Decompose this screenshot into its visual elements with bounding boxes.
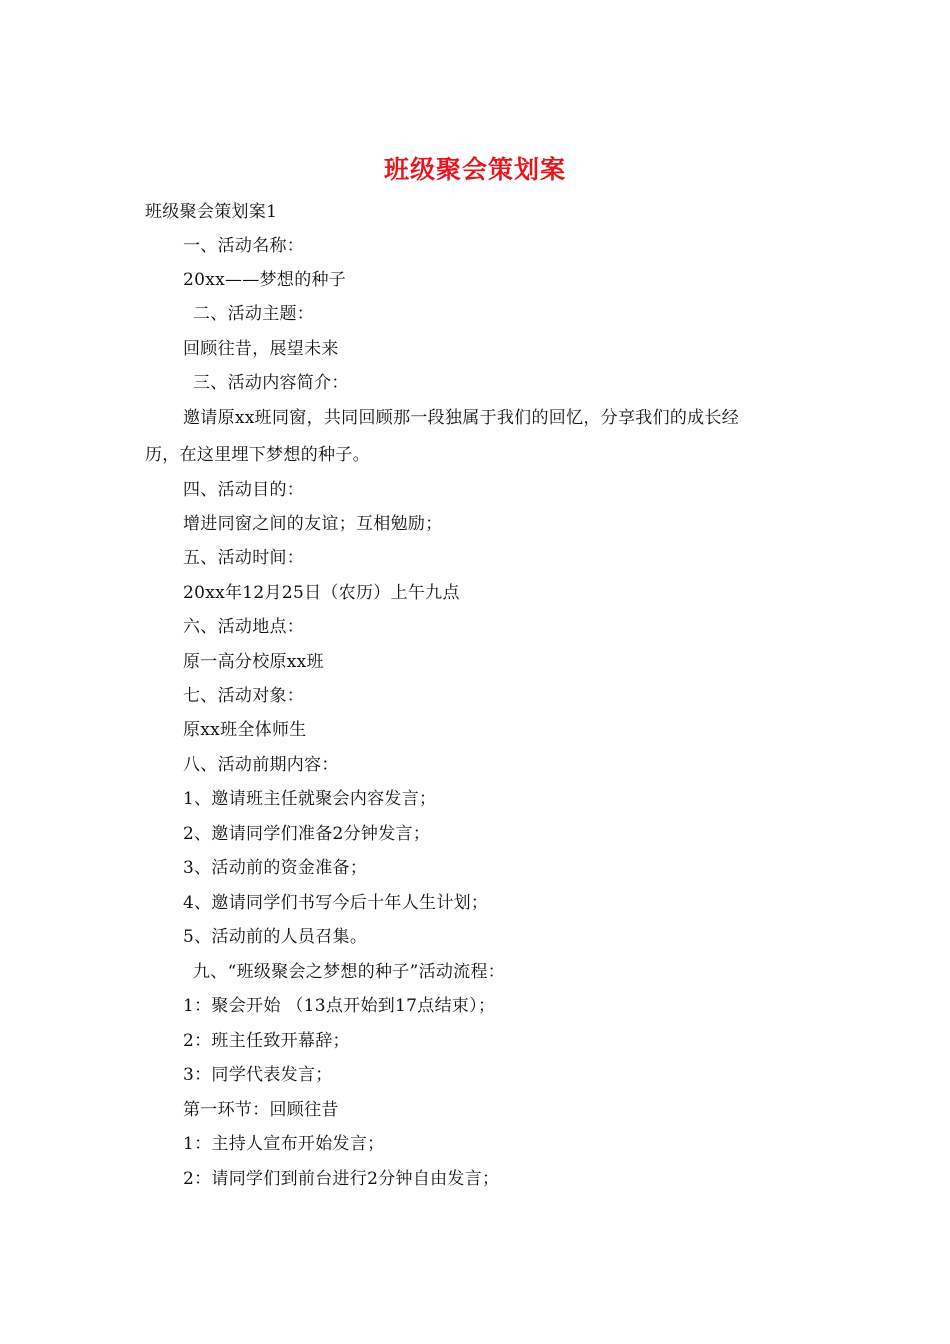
paragraph-line: 历，在这里埋下梦想的种子。: [145, 445, 370, 465]
text-line: 九、“班级聚会之梦想的种子”活动流程：: [193, 962, 506, 982]
text-line: 二、活动主题：: [193, 304, 315, 324]
text-line: 回顾往昔，展望未来: [183, 339, 339, 359]
text-line: 四、活动目的：: [183, 480, 305, 500]
text-line: 六、活动地点：: [183, 617, 305, 637]
document-title: 班级聚会策划案: [383, 155, 566, 184]
list-item: 2、邀请同学们准备2分钟发言；: [183, 824, 431, 844]
section-heading: 班级聚会策划案1: [145, 202, 278, 222]
text-line: 原一高分校原xx班: [183, 652, 324, 672]
list-item: 5、活动前的人员召集。: [183, 927, 368, 947]
text-line: 一、活动名称：: [183, 236, 305, 256]
text-line: 20xx年12月25日（农历）上午九点: [183, 583, 460, 603]
list-item: 1、邀请班主任就聚会内容发言；: [183, 789, 437, 809]
text-line: 20xx——梦想的种子: [183, 270, 347, 290]
list-item: 1：主持人宣布开始发言；: [183, 1134, 385, 1154]
list-item: 2：请同学们到前台进行2分钟自由发言；: [183, 1169, 500, 1189]
list-item: 3：同学代表发言；: [183, 1065, 333, 1085]
text-line: 第一环节：回顾往昔: [183, 1100, 339, 1120]
text-line: 五、活动时间：: [183, 548, 305, 568]
text-line: 三、活动内容简介：: [193, 373, 349, 393]
list-item: 1：聚会开始 （13点开始到17点结束）；: [183, 996, 496, 1016]
text-line: 原xx班全体师生: [183, 720, 307, 740]
text-line: 增进同窗之间的友谊；互相勉励；: [183, 514, 443, 534]
list-item: 3、活动前的资金准备；: [183, 858, 368, 878]
text-line: 七、活动对象：: [183, 686, 305, 706]
list-item: 4、邀请同学们书写今后十年人生计划；: [183, 893, 489, 913]
paragraph-line: 邀请原xx班同窗，共同回顾那一段独属于我们的回忆，分享我们的成长经: [183, 408, 740, 428]
text-line: 八、活动前期内容：: [183, 755, 339, 775]
list-item: 2：班主任致开幕辞；: [183, 1031, 350, 1051]
